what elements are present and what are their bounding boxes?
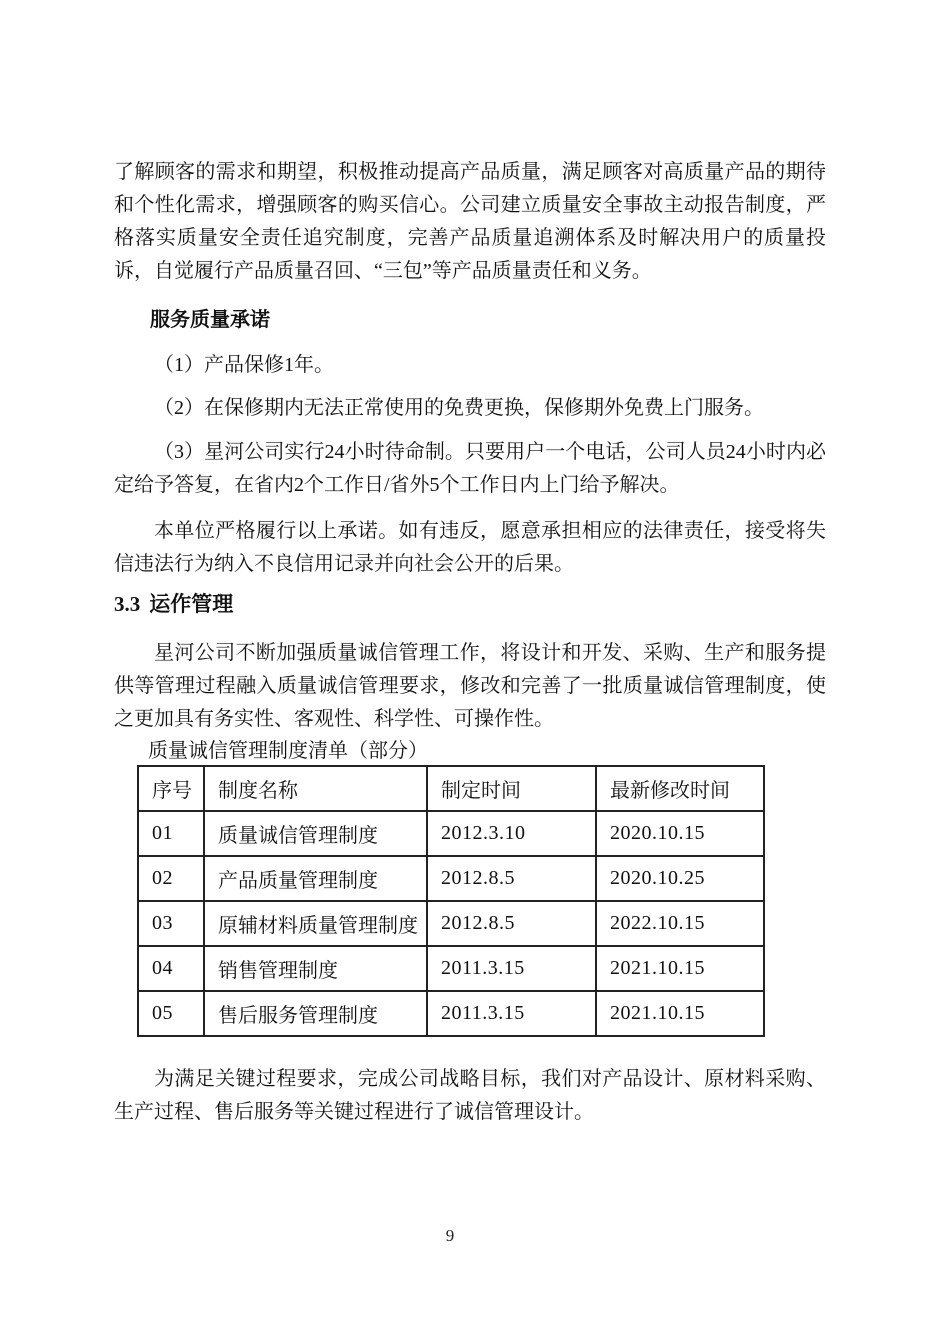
cell-modified: 2021.10.15 — [596, 991, 764, 1036]
paragraph-operation: 星河公司不断加强质量诚信管理工作，将设计和开发、采购、生产和服务提供等管理过程融入质量诚信管理要求，修改和完善了一批质量诚信管理制度，使之更加具有务实性、客观性、科学性、可操作性。 — [114, 642, 826, 730]
section-number: 3.3 — [114, 592, 141, 616]
cell-seq: 05 — [138, 991, 204, 1036]
cell-name: 产品质量管理制度 — [204, 856, 427, 901]
cell-modified: 2022.10.15 — [596, 901, 764, 946]
commitment-item-2: （2）在保修期内无法正常使用的免费更换，保修期外免费上门服务。 — [154, 397, 764, 419]
cell-seq: 04 — [138, 946, 204, 991]
cell-made: 2012.8.5 — [427, 856, 596, 901]
cell-seq: 02 — [138, 856, 204, 901]
commitment-item-1: （1）产品保修1年。 — [154, 354, 334, 376]
paragraph-intro: 了解顾客的需求和期望，积极推动提高产品质量，满足顾客对高质量产品的期待和个性化需求，增强顾客的购买信心。公司建立质量安全事故主动报告制度，严格落实质量安全责任追究制度，完善产品质量追溯体系及时解决用户的质量投诉，自觉履行产品质量召回、“三包”等产品质量责任和义务。 — [114, 161, 826, 282]
table-title: 质量诚信管理制度清单（部分） — [148, 740, 428, 762]
cell-seq: 03 — [138, 901, 204, 946]
table-row — [138, 856, 764, 901]
table-body — [138, 811, 764, 1036]
cell-modified: 2020.10.25 — [596, 856, 764, 901]
commitment-item-3: （3）星河公司实行24小时待命制。只要用户一个电话，公司人员24小时内必定给予答复，在省内2个工作日/省外5个工作日内上门给予解决。 — [114, 441, 826, 496]
section-title: 运作管理 — [149, 593, 234, 616]
service-quality-heading: 服务质量承诺 — [150, 309, 270, 331]
cell-name: 原辅材料质量管理制度 — [204, 901, 427, 946]
cell-name: 售后服务管理制度 — [204, 991, 427, 1036]
cell-made: 2011.3.15 — [427, 991, 596, 1036]
cell-made: 2012.8.5 — [427, 901, 596, 946]
document-body — [114, 156, 826, 1129]
system-list-table — [137, 765, 765, 1037]
section-heading — [114, 587, 826, 622]
cell-modified: 2020.10.15 — [596, 811, 764, 856]
cell-made: 2011.3.15 — [427, 946, 596, 991]
paragraph-final: 为满足关键过程要求，完成公司战略目标，我们对产品设计、原材料采购、生产过程、售后服务等关键过程进行了诚信管理设计。 — [114, 1068, 826, 1123]
cell-made: 2012.3.10 — [427, 811, 596, 856]
cell-name: 质量诚信管理制度 — [204, 811, 427, 856]
table-header — [138, 766, 764, 811]
header-seq: 序号 — [138, 766, 204, 811]
cell-name: 销售管理制度 — [204, 946, 427, 991]
table-row — [138, 811, 764, 856]
page-number: 9 — [445, 1226, 455, 1245]
table-row — [138, 991, 764, 1036]
header-made: 制定时间 — [427, 766, 596, 811]
cell-seq: 01 — [138, 811, 204, 856]
table-header-row — [138, 766, 764, 811]
table-row — [138, 901, 764, 946]
header-name: 制度名称 — [204, 766, 427, 811]
paragraph-promise: 本单位严格履行以上承诺。如有违反，愿意承担相应的法律责任，接受将失信违法行为纳入不良信用记录并向社会公开的后果。 — [114, 520, 826, 575]
cell-modified: 2021.10.15 — [596, 946, 764, 991]
table-row — [138, 946, 764, 991]
header-modified: 最新修改时间 — [596, 766, 764, 811]
